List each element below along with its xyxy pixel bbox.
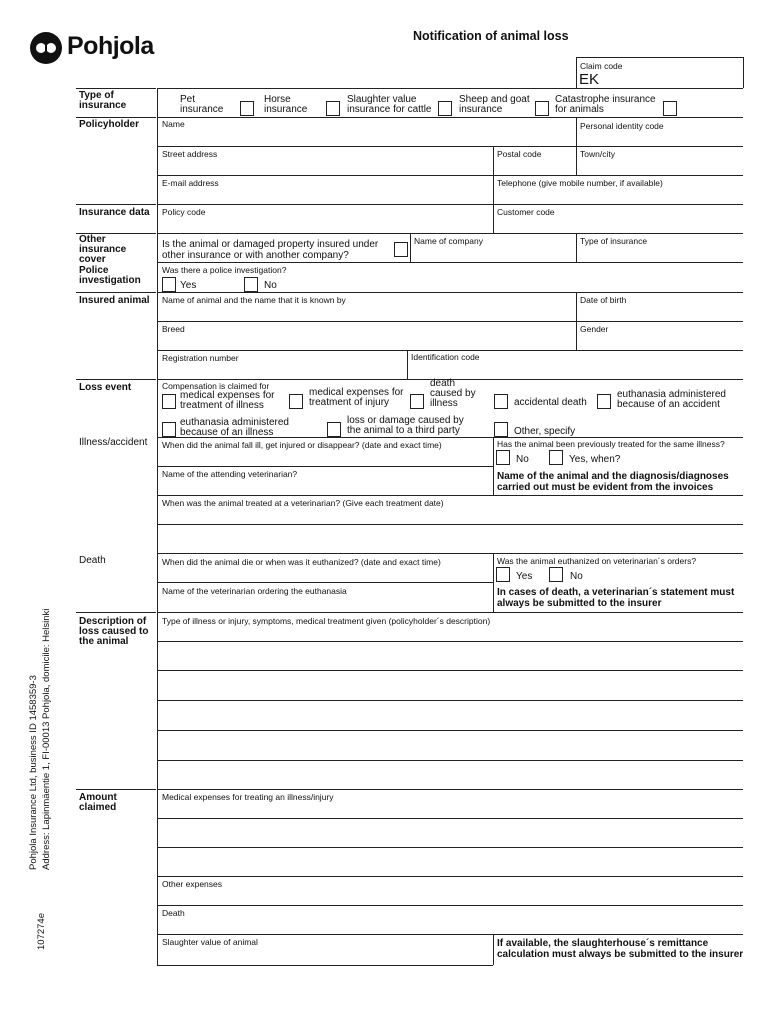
description-label: Type of illness or injury, symptoms, medical treatment given (policyholder´s description) bbox=[162, 616, 491, 626]
slaughter-insurance-label: Slaughter value insurance for cattle bbox=[347, 94, 432, 115]
diagnosis-note: Name of the animal and the diagnosis/diagnoses carried out must be evident from the invoices bbox=[497, 471, 729, 493]
personal-id-label: Personal identity code bbox=[580, 121, 664, 131]
pohjola-logo bbox=[30, 32, 62, 64]
medical-expenses-label: Medical expenses for treating an illness/injury bbox=[162, 792, 334, 802]
third-party-checkbox[interactable] bbox=[327, 422, 341, 437]
form-code: 107274e bbox=[36, 913, 47, 950]
brand-name: Pohjola bbox=[67, 32, 154, 60]
prev-treated-no-label: No bbox=[516, 454, 529, 465]
animal-name-label: Name of animal and the name that it is known by bbox=[162, 295, 346, 305]
compensation-claimed-label: Compensation is claimed for bbox=[162, 381, 270, 391]
company-name-label: Name of company bbox=[414, 236, 483, 246]
street-address-label: Street address bbox=[162, 149, 218, 159]
euth-accident-checkbox[interactable] bbox=[597, 394, 611, 409]
section-illness-accident: Illness/accident bbox=[79, 437, 148, 448]
company-info: Pohjola Insurance Ltd, business ID 1458359-3 bbox=[28, 675, 39, 870]
euth-orders-no-checkbox[interactable] bbox=[549, 567, 563, 582]
claim-code-label: Claim code bbox=[580, 61, 623, 71]
section-death: Death bbox=[79, 555, 106, 566]
police-no-label: No bbox=[264, 280, 277, 291]
fall-ill-question: When did the animal fall ill, get injured or disappear? (date and exact time) bbox=[162, 440, 442, 450]
type-of-insurance-label: Type of insurance bbox=[580, 236, 648, 246]
section-loss-event: Loss event bbox=[79, 382, 132, 393]
death-statement-note: In cases of death, a veterinarian´s statement must always be submitted to the insurer bbox=[497, 587, 735, 609]
section-policyholder: Policyholder bbox=[79, 119, 140, 130]
police-question: Was there a police investigation? bbox=[162, 265, 287, 275]
med-injury-label: medical expenses for treatment of injury bbox=[309, 387, 404, 408]
police-yes-label: Yes bbox=[180, 280, 197, 291]
catastrophe-insurance-label: Catastrophe insurance for animals bbox=[555, 94, 656, 115]
sheep-insurance-label: Sheep and goat insurance bbox=[459, 94, 530, 115]
claim-code-value: EK bbox=[579, 71, 600, 88]
section-police-investigation: Police investigation bbox=[79, 265, 141, 286]
pet-insurance-checkbox[interactable] bbox=[240, 101, 254, 116]
med-illness-label: medical expenses for treatment of illness bbox=[180, 390, 275, 411]
other-insurance-checkbox[interactable] bbox=[394, 242, 408, 257]
slaughter-value-label: Slaughter value of animal bbox=[162, 937, 258, 947]
horse-insurance-label: Horse insurance bbox=[264, 94, 308, 115]
email-label: E-mail address bbox=[162, 178, 219, 188]
pohjola-logo-icon bbox=[30, 32, 62, 64]
registration-label: Registration number bbox=[162, 353, 239, 363]
section-amount-claimed: Amount claimed bbox=[79, 792, 117, 813]
breed-label: Breed bbox=[162, 324, 185, 334]
euth-orders-yes-checkbox[interactable] bbox=[496, 567, 510, 582]
other-specify-label: Other, specify bbox=[514, 426, 576, 437]
telephone-label: Telephone (give mobile number, if available) bbox=[497, 178, 663, 188]
name-field-label: Name bbox=[162, 119, 185, 129]
page-title: Notification of animal loss bbox=[413, 29, 569, 43]
company-address: Address: Lapinmäentie 1, FI-00013 Pohjola, domicile: Helsinki bbox=[41, 608, 52, 870]
other-specify-checkbox[interactable] bbox=[494, 422, 508, 437]
euth-illness-label: euthanasia administered because of an illness bbox=[180, 417, 289, 438]
gender-label: Gender bbox=[580, 324, 609, 334]
treated-when-label: When was the animal treated at a veterinarian? (Give each treatment date) bbox=[162, 498, 444, 508]
pet-insurance-label: Pet insurance bbox=[180, 94, 224, 115]
dob-label: Date of birth bbox=[580, 295, 627, 305]
death-amount-label: Death bbox=[162, 908, 185, 918]
attending-vet-label: Name of the attending veterinarian? bbox=[162, 469, 298, 479]
section-other-insurance: Other insurance cover bbox=[79, 234, 127, 265]
police-no-checkbox[interactable] bbox=[244, 277, 258, 292]
euth-accident-label: euthanasia administered because of an accident bbox=[617, 389, 726, 410]
town-label: Town/city bbox=[580, 149, 615, 159]
section-insurance-data: Insurance data bbox=[79, 207, 150, 218]
other-insurance-question: Is the animal or damaged property insured under other insurance or with another company? bbox=[162, 239, 379, 261]
other-expenses-label: Other expenses bbox=[162, 879, 223, 889]
vet-ordering-label: Name of the veterinarian ordering the euthanasia bbox=[162, 586, 347, 596]
euth-orders-question: Was the animal euthanized on veterinarian´s orders? bbox=[497, 556, 697, 566]
section-insured-animal: Insured animal bbox=[79, 295, 150, 306]
euth-orders-yes-label: Yes bbox=[516, 571, 533, 582]
third-party-label: loss or damage caused by the animal to a third party bbox=[347, 415, 464, 436]
accidental-death-label: accidental death bbox=[514, 397, 587, 408]
previously-treated-question: Has the animal been previously treated for the same illness? bbox=[497, 439, 725, 449]
slaughter-insurance-checkbox[interactable] bbox=[438, 101, 452, 116]
police-yes-checkbox[interactable] bbox=[162, 277, 176, 292]
catastrophe-insurance-checkbox[interactable] bbox=[663, 101, 677, 116]
euth-illness-checkbox[interactable] bbox=[162, 422, 176, 437]
prev-treated-yes-checkbox[interactable] bbox=[549, 450, 563, 465]
prev-treated-yes-label: Yes, when? bbox=[569, 454, 621, 465]
section-description: Description of loss caused to the animal bbox=[79, 616, 149, 647]
policy-code-label: Policy code bbox=[162, 207, 206, 217]
med-injury-checkbox[interactable] bbox=[289, 394, 303, 409]
identification-label: Identification code bbox=[411, 352, 480, 362]
death-illness-checkbox[interactable] bbox=[410, 394, 424, 409]
customer-code-label: Customer code bbox=[497, 207, 555, 217]
die-when-label: When did the animal die or when was it euthanized? (date and exact time) bbox=[162, 557, 441, 567]
accidental-death-checkbox[interactable] bbox=[494, 394, 508, 409]
horse-insurance-checkbox[interactable] bbox=[326, 101, 340, 116]
euth-orders-no-label: No bbox=[570, 571, 583, 582]
postal-code-label: Postal code bbox=[497, 149, 542, 159]
death-illness-label: death caused by illness bbox=[430, 378, 476, 409]
section-type-of-insurance: Type of insurance bbox=[79, 90, 127, 111]
prev-treated-no-checkbox[interactable] bbox=[496, 450, 510, 465]
slaughterhouse-note: If available, the slaughterhouse´s remittance calculation must always be submitted to the insurer bbox=[497, 938, 744, 960]
sheep-insurance-checkbox[interactable] bbox=[535, 101, 549, 116]
med-illness-checkbox[interactable] bbox=[162, 394, 176, 409]
